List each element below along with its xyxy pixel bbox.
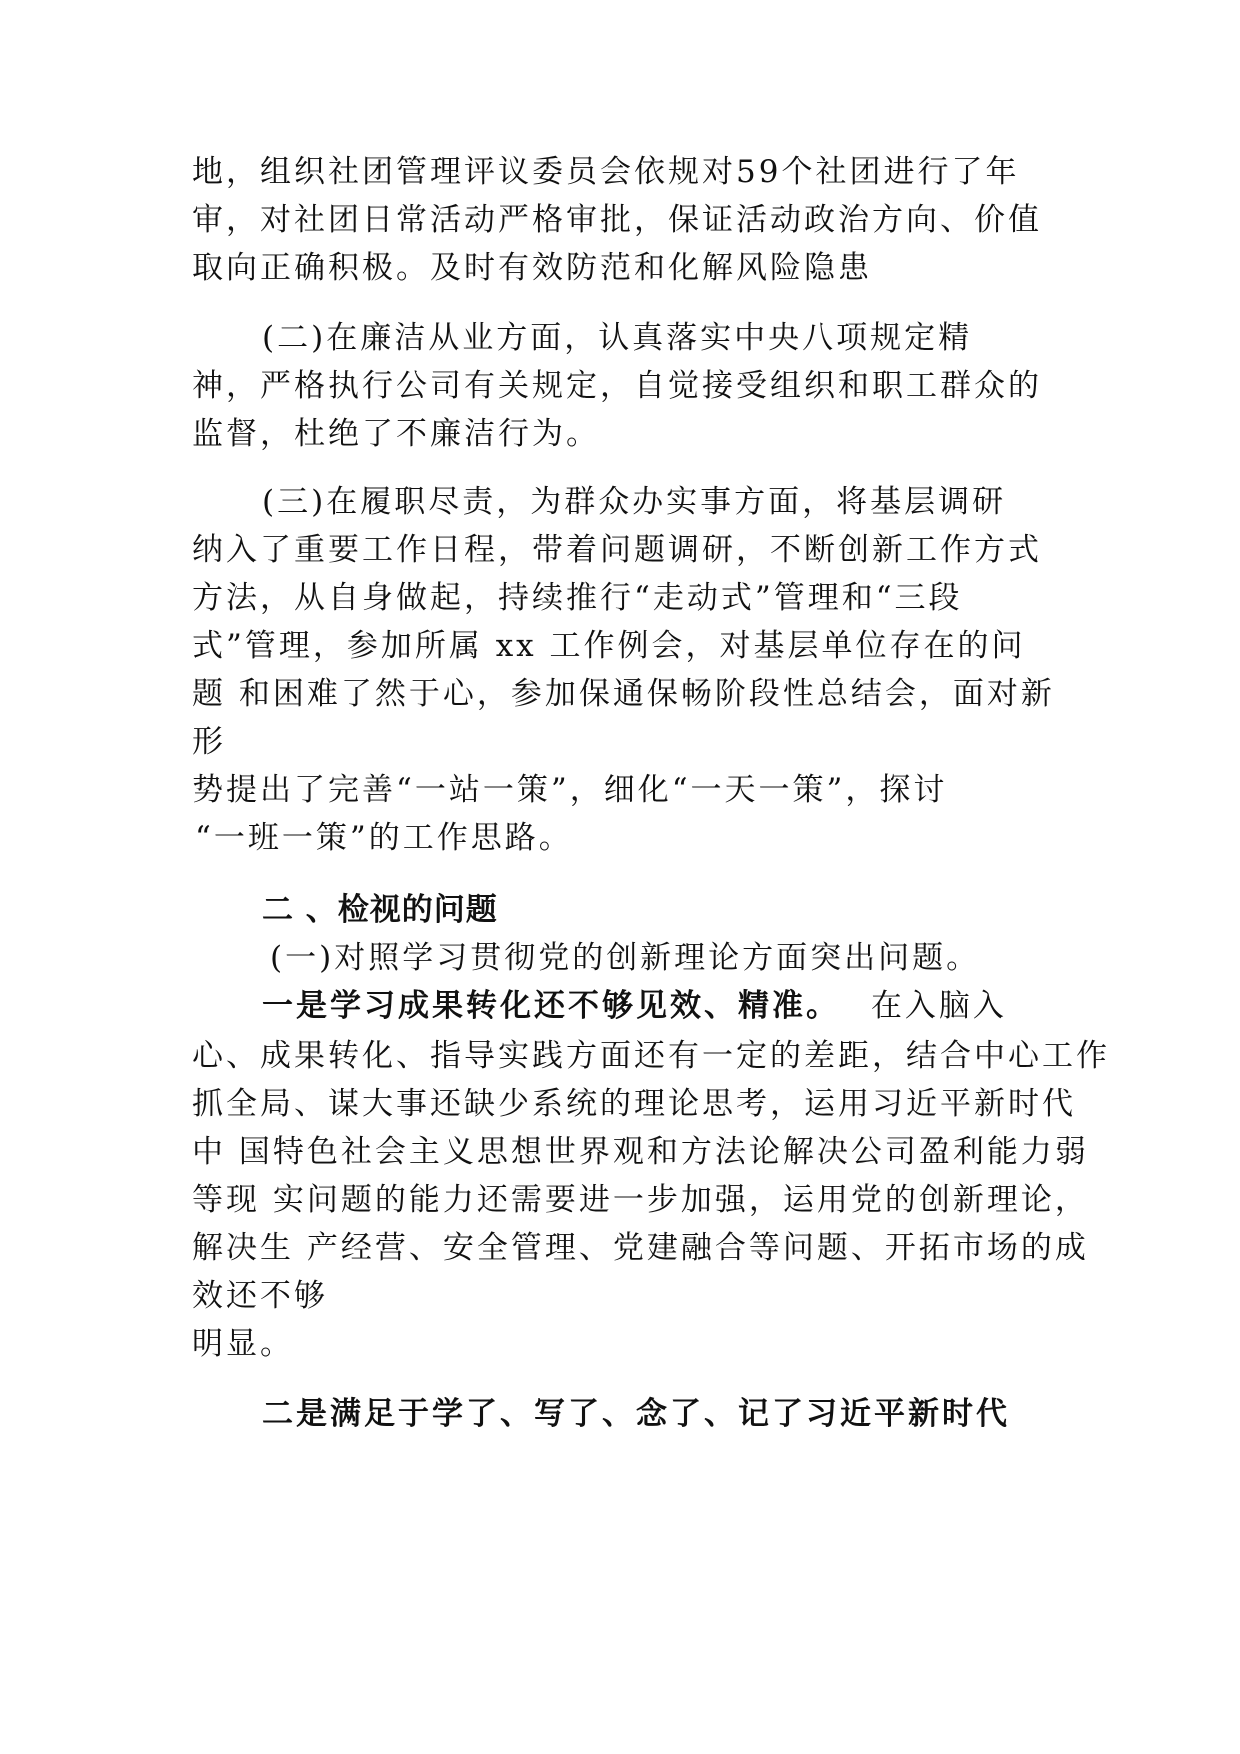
text-line-4: (二)在廉洁从业方面，认真落实中央八项规定精: [262, 320, 973, 356]
bold-lead-text: 一是学习成果转化还不够见效、精准。: [262, 988, 840, 1024]
text-line-23: 解决生 产经营、安全管理、党建融合等问题、开拓市场的成: [192, 1230, 1089, 1266]
text-line-2: 审，对社团日常活动严格审批，保证活动政治方向、价值: [192, 202, 1042, 238]
text-line-8: 纳入了重要工作日程，带着问题调研，不断创新工作方式: [192, 532, 1042, 568]
text-line-9: 方法，从自身做起，持续推行“走动式”管理和“三段: [192, 580, 963, 616]
bold-lead-line: [262, 986, 1007, 1026]
bold-lead-line-2: 二是满足于学了、写了、念了、记了习近平新时代: [262, 1396, 1010, 1432]
text-line-14: “一班一策”的工作思路。: [195, 820, 573, 856]
text-line-7: (三)在履职尽责，为群众办实事方面，将基层调研: [262, 484, 1007, 520]
text-line-24: 效还不够: [192, 1278, 328, 1314]
text-line-22: 等现 实问题的能力还需要进一步加强，运用党的创新理论，: [192, 1182, 1089, 1218]
subsection-heading: (一)对照学习贯彻党的创新理论方面突出问题。: [270, 940, 981, 976]
text-line-20: 抓全局、谋大事还缺少系统的理论思考，运用习近平新时代: [192, 1086, 1076, 1122]
text-line-10: 式”管理，参加所属 xx 工作例会，对基层单位存在的问: [192, 628, 1026, 664]
section-heading: 二 、检视的问题: [262, 892, 498, 928]
text-line-25: 明显。: [192, 1326, 294, 1362]
text-line-3: 取向正确积极。及时有效防范和化解风险隐患: [192, 250, 872, 286]
text-line-1: 地，组织社团管理评议委员会依规对59个社团进行了年: [192, 154, 1020, 190]
lead-followup-text: 在入脑入: [870, 988, 1007, 1024]
text-line-19: 心、成果转化、指导实践方面还有一定的差距，结合中心工作: [192, 1038, 1110, 1074]
text-line-5: 神，严格执行公司有关规定，自觉接受组织和职工群众的: [192, 368, 1042, 404]
text-line-6: 监督，杜绝了不廉洁行为。: [192, 416, 600, 452]
text-line-12: 形: [192, 724, 226, 760]
text-line-13: 势提出了完善“一站一策”，细化“一天一策”，探讨: [192, 772, 948, 808]
text-line-21: 中 国特色社会主义思想世界观和方法论解决公司盈利能力弱: [192, 1134, 1089, 1170]
text-line-11: 题 和困难了然于心，参加保通保畅阶段性总结会，面对新: [192, 676, 1055, 712]
